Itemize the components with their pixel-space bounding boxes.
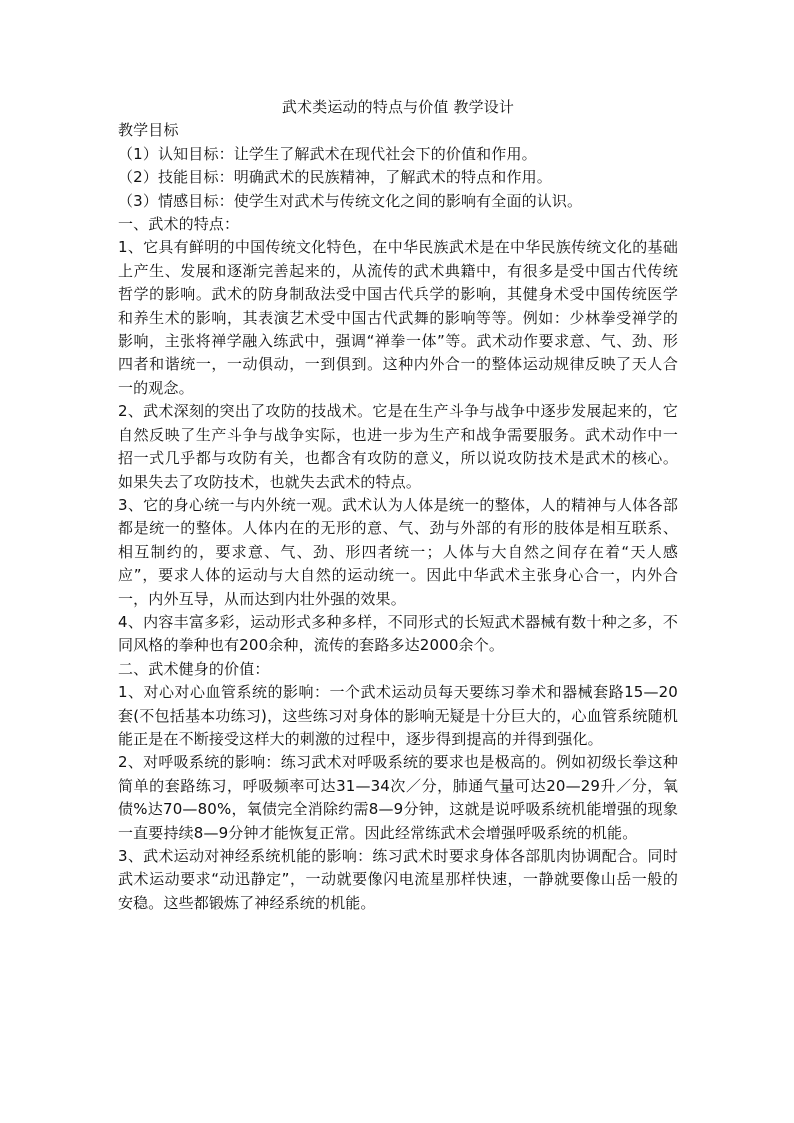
section1-paragraph-3: 3、它的身心统一与内外统一观。武术认为人体是统一的整体，人的精神与人体各部都是统一的整体。人体内在的无形的意、气、劲与外部的有形的肢体是相互联系、相互制约的，要求意、气、劲、形四者统一；人体与大自然之间存在着“天人感应”，要求人体的运动与大自然的运动统一。因此中华武术主张身心合一，内外合一，内外互导，从而达到内壮外强的效果。 — [118, 495, 678, 608]
section1-paragraph-2: 2、武术深刻的突出了攻防的技战术。它是在生产斗争与战争中逐步发展起来的，它自然反映了生产斗争与战争实际，也进一步为生产和战争需要服务。武术动作中一招一式几乎都与攻防有关，也都含有攻防的意义，所以说攻防技术是武术的核心。如果失去了攻防技术，也就失去武术的特点。 — [118, 402, 678, 491]
objective-skill: （2）技能目标：明确武术的民族精神，了解武术的特点和作用。 — [118, 168, 552, 187]
section2-heading: 二、武术健身的价值： — [118, 659, 270, 678]
document-title: 武术类运动的特点与价值 教学设计 — [281, 98, 515, 116]
objective-cognitive: （1）认知目标：让学生了解武术在现代社会下的价值和作用。 — [118, 144, 537, 163]
section1-paragraph-1: 1、它具有鲜明的中国传统文化特色，在中华民族武术是在中华民族传统文化的基础上产生、发展和逐渐完善起来的，从流传的武术典籍中，有很多是受中国古代传统哲学的影响。武术的防身制敌法受中国古代兵学的影响，其健身术受中国传统医学和养生术的影响，其表演艺术受中国古代武舞的影响等等。例如：少林拳受禅学的影响，主张将禅学融入练武中，强调“禅拳一体”等。武术动作要求意、气、劲、形四者和谐统一，一动俱动，一到俱到。这种内外合一的整体运动规律反映了天人合一的观念。 — [118, 238, 678, 397]
objective-emotional: （3）情感目标：使学生对武术与传统文化之间的影响有全面的认识。 — [118, 191, 583, 210]
document-page — [118, 96, 678, 915]
section1-paragraph-4: 4、内容丰富多彩，运动形式多种多样，不同形式的长短武术器械有数十种之多，不同风格的拳种也有200余种，流传的套路多达2000余个。 — [118, 612, 678, 655]
section2-paragraph-1: 1、对心对心血管系统的影响：一个武术运动员每天要练习拳术和器械套路15—20套(不包括基本功练习)，这些练习对身体的影响无疑是十分巨大的，心血管系统随机能正是在不断接受这样大的刺激的过程中，逐步得到提高的并得到强化。 — [118, 683, 678, 748]
objectives-heading: 教学目标 — [118, 121, 179, 140]
section2-paragraph-3: 3、武术运动对神经系统机能的影响：练习武术时要求身体各部肌肉协调配合。同时武术运动要求“动迅静定”，一动就要像闪电流星那样快速，一静就要像山岳一般的安稳。这些都锻炼了神经系统的机能。 — [118, 847, 678, 912]
section1-heading: 一、武术的特点： — [118, 215, 240, 234]
section2-paragraph-2: 2、对呼吸系统的影响：练习武术对呼吸系统的要求也是极高的。例如初级长拳这种简单的套路练习，呼吸频率可达31—34次／分，肺通气量可达20—29升／分，氧债%达70—80%，氧债完全消除约需8—9分钟，这就是说呼吸系统机能增强的现象一直要持续8—9分钟才能恢复正常。因此经常练武术会增强呼吸系统的机能。 — [118, 753, 678, 842]
